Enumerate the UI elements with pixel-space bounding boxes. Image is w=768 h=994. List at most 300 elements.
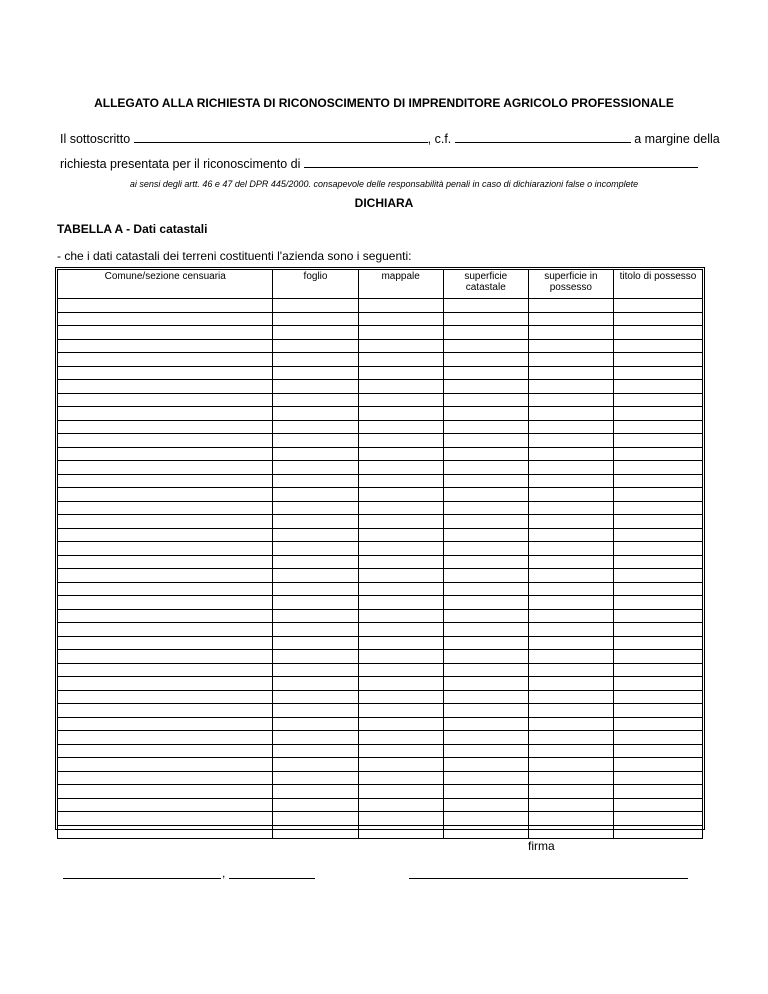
document-title: ALLEGATO ALLA RICHIESTA DI RICONOSCIMENTO DI IMPRENDITORE AGRICOLO PROFESSIONALE — [94, 96, 674, 110]
table-cell[interactable] — [58, 596, 273, 610]
table-cell[interactable] — [528, 366, 613, 380]
sottoscritto-label: Il sottoscritto — [60, 132, 131, 146]
table-cell[interactable] — [358, 434, 443, 448]
table-cell[interactable] — [58, 474, 273, 488]
table-cell[interactable] — [273, 636, 358, 650]
table-cell[interactable] — [273, 434, 358, 448]
table-cell[interactable] — [528, 812, 613, 826]
table-cell[interactable] — [58, 339, 273, 353]
table-cell[interactable] — [273, 353, 358, 367]
table-row — [58, 339, 703, 353]
table-cell[interactable] — [358, 690, 443, 704]
table-cell[interactable] — [273, 623, 358, 637]
table-cell[interactable] — [443, 434, 528, 448]
table-row — [58, 447, 703, 461]
table-cell[interactable] — [58, 825, 273, 839]
table-cell[interactable] — [58, 434, 273, 448]
declarant-line — [60, 130, 720, 146]
table-cell[interactable] — [358, 339, 443, 353]
table-cell[interactable] — [528, 609, 613, 623]
table-cell[interactable] — [528, 542, 613, 556]
table-cell[interactable] — [58, 690, 273, 704]
table-cell[interactable] — [613, 393, 702, 407]
table-cell[interactable] — [443, 677, 528, 691]
request-label: richiesta presentata per il riconoscimento di — [60, 157, 301, 171]
table-cell[interactable] — [358, 312, 443, 326]
table-cell[interactable] — [358, 380, 443, 394]
table-cell[interactable] — [613, 569, 702, 583]
table-cell[interactable] — [528, 771, 613, 785]
table-cell[interactable] — [443, 758, 528, 772]
table-cell[interactable] — [273, 299, 358, 313]
table-cell[interactable] — [443, 380, 528, 394]
table-cell[interactable] — [613, 353, 702, 367]
table-cell[interactable] — [58, 299, 273, 313]
table-cell[interactable] — [358, 812, 443, 826]
table-cell[interactable] — [443, 461, 528, 475]
table-cell[interactable] — [358, 366, 443, 380]
table-cell[interactable] — [358, 650, 443, 664]
table-row — [58, 771, 703, 785]
table-row — [58, 299, 703, 313]
table-cell[interactable] — [58, 447, 273, 461]
table-row — [58, 488, 703, 502]
table-cell[interactable] — [443, 744, 528, 758]
table-cell[interactable] — [58, 650, 273, 664]
place-field[interactable] — [63, 878, 221, 879]
col-header-titolo-possesso: titolo di possesso — [613, 270, 702, 299]
table-cell[interactable] — [613, 434, 702, 448]
cf-label: , c.f. — [427, 132, 452, 146]
table-cell[interactable] — [528, 326, 613, 340]
table-cell[interactable] — [613, 744, 702, 758]
table-row — [58, 758, 703, 772]
table-cell[interactable] — [273, 596, 358, 610]
col-header-foglio: foglio — [273, 270, 358, 299]
table-cell[interactable] — [528, 447, 613, 461]
table-cell[interactable] — [613, 339, 702, 353]
dichiara-heading: DICHIARA — [354, 196, 414, 210]
table-cell[interactable] — [613, 623, 702, 637]
table-cell[interactable] — [273, 569, 358, 583]
table-row — [58, 677, 703, 691]
table-cell[interactable] — [528, 785, 613, 799]
table-body — [58, 299, 703, 839]
table-cell[interactable] — [528, 461, 613, 475]
table-cell[interactable] — [58, 515, 273, 529]
table-cell[interactable] — [443, 798, 528, 812]
table-cell[interactable] — [443, 596, 528, 610]
table-cell[interactable] — [528, 434, 613, 448]
table-cell[interactable] — [358, 704, 443, 718]
table-cell[interactable] — [528, 677, 613, 691]
table-cell[interactable] — [443, 569, 528, 583]
table-cell[interactable] — [528, 569, 613, 583]
table-cell[interactable] — [528, 393, 613, 407]
table-cell[interactable] — [358, 528, 443, 542]
table-cell[interactable] — [443, 609, 528, 623]
table-cell[interactable] — [273, 717, 358, 731]
table-cell[interactable] — [273, 663, 358, 677]
firma-label: firma — [528, 839, 555, 853]
table-row — [58, 555, 703, 569]
table-cell[interactable] — [443, 650, 528, 664]
table-cell[interactable] — [273, 312, 358, 326]
table-cell[interactable] — [613, 758, 702, 772]
table-cell[interactable] — [358, 542, 443, 556]
table-cell[interactable] — [273, 515, 358, 529]
table-cell[interactable] — [273, 771, 358, 785]
table-cell[interactable] — [273, 326, 358, 340]
table-row — [58, 434, 703, 448]
table-cell[interactable] — [58, 407, 273, 421]
table-cell[interactable] — [613, 447, 702, 461]
table-cell[interactable] — [58, 312, 273, 326]
table-cell[interactable] — [443, 353, 528, 367]
col-header-superficie-catastale: superficie catastale — [443, 270, 528, 299]
table-cell[interactable] — [58, 461, 273, 475]
col-header-superficie-possesso: superficie in possesso — [528, 270, 613, 299]
table-row — [58, 461, 703, 475]
table-cell[interactable] — [613, 663, 702, 677]
table-cell[interactable] — [358, 326, 443, 340]
table-cell[interactable] — [528, 528, 613, 542]
table-cell[interactable] — [358, 758, 443, 772]
table-cell[interactable] — [613, 420, 702, 434]
table-header-row — [58, 270, 703, 299]
table-cell[interactable] — [58, 501, 273, 515]
table-cell[interactable] — [58, 555, 273, 569]
table-cell[interactable] — [273, 461, 358, 475]
table-cell[interactable] — [613, 515, 702, 529]
table-cell[interactable] — [273, 609, 358, 623]
col-header-mappale: mappale — [358, 270, 443, 299]
table-cell[interactable] — [443, 636, 528, 650]
table-cell[interactable] — [613, 704, 702, 718]
table-cell[interactable] — [273, 731, 358, 745]
table-cell[interactable] — [528, 704, 613, 718]
table-cell[interactable] — [58, 717, 273, 731]
request-line — [60, 155, 710, 171]
table-cell[interactable] — [443, 555, 528, 569]
legal-note: ai sensi degli artt. 46 e 47 del DPR 445/2000. consapevole delle responsabilità penali in caso di dichiarazioni false o incomplete — [129, 179, 639, 189]
table-row — [58, 609, 703, 623]
table-cell[interactable] — [358, 582, 443, 596]
table-cell[interactable] — [358, 420, 443, 434]
table-cell[interactable] — [528, 488, 613, 502]
table-cell[interactable] — [358, 717, 443, 731]
table-cell[interactable] — [613, 299, 702, 313]
table-cell[interactable] — [358, 771, 443, 785]
table-row — [58, 798, 703, 812]
table-cell[interactable] — [273, 650, 358, 664]
table-cell[interactable] — [528, 663, 613, 677]
table-cell[interactable] — [58, 812, 273, 826]
table-cell[interactable] — [613, 488, 702, 502]
table-cell[interactable] — [358, 501, 443, 515]
table-cell[interactable] — [443, 690, 528, 704]
name-field[interactable] — [134, 130, 428, 143]
table-cell[interactable] — [273, 677, 358, 691]
table-cell[interactable] — [58, 798, 273, 812]
table-cell[interactable] — [613, 771, 702, 785]
table-cell[interactable] — [613, 609, 702, 623]
table-row — [58, 515, 703, 529]
table-cell[interactable] — [528, 339, 613, 353]
table-cell[interactable] — [358, 474, 443, 488]
table-cell[interactable] — [613, 312, 702, 326]
table-cell[interactable] — [613, 366, 702, 380]
place-date-comma: , — [222, 866, 226, 880]
table-cell[interactable] — [358, 609, 443, 623]
table-cell[interactable] — [613, 731, 702, 745]
table-cell[interactable] — [528, 515, 613, 529]
table-cell[interactable] — [358, 744, 443, 758]
table-row — [58, 420, 703, 434]
table-cell[interactable] — [58, 758, 273, 772]
table-cell[interactable] — [528, 420, 613, 434]
table-cell[interactable] — [443, 515, 528, 529]
table-cell[interactable] — [443, 474, 528, 488]
table-row — [58, 785, 703, 799]
table-cell[interactable] — [58, 731, 273, 745]
table-cell[interactable] — [58, 353, 273, 367]
table-cell[interactable] — [58, 488, 273, 502]
table-cell[interactable] — [528, 731, 613, 745]
table-cell[interactable] — [443, 825, 528, 839]
table-cell[interactable] — [58, 677, 273, 691]
cadastral-table — [57, 269, 703, 839]
table-cell[interactable] — [443, 528, 528, 542]
table-cell[interactable] — [273, 339, 358, 353]
table-cell[interactable] — [528, 623, 613, 637]
table-cell[interactable] — [443, 812, 528, 826]
table-row — [58, 663, 703, 677]
table-cell[interactable] — [273, 366, 358, 380]
table-cell[interactable] — [273, 474, 358, 488]
table-cell[interactable] — [613, 474, 702, 488]
table-cell[interactable] — [613, 542, 702, 556]
table-cell[interactable] — [58, 744, 273, 758]
table-cell[interactable] — [58, 771, 273, 785]
table-cell[interactable] — [613, 717, 702, 731]
table-cell[interactable] — [613, 812, 702, 826]
table-cell[interactable] — [443, 501, 528, 515]
table-a-intro: - che i dati catastali dei terreni costituenti l'azienda sono i seguenti: — [57, 249, 412, 263]
table-row — [58, 812, 703, 826]
table-cell[interactable] — [443, 488, 528, 502]
table-cell[interactable] — [58, 380, 273, 394]
table-cell[interactable] — [443, 299, 528, 313]
table-cell[interactable] — [528, 501, 613, 515]
table-cell[interactable] — [58, 636, 273, 650]
table-cell[interactable] — [528, 717, 613, 731]
table-cell[interactable] — [528, 744, 613, 758]
table-cell[interactable] — [358, 596, 443, 610]
table-cell[interactable] — [613, 501, 702, 515]
table-row — [58, 528, 703, 542]
table-cell[interactable] — [58, 528, 273, 542]
table-cell[interactable] — [58, 393, 273, 407]
date-field[interactable] — [229, 878, 315, 879]
table-cell[interactable] — [613, 596, 702, 610]
table-cell[interactable] — [613, 555, 702, 569]
table-cell[interactable] — [358, 623, 443, 637]
table-cell[interactable] — [443, 704, 528, 718]
table-cell[interactable] — [613, 636, 702, 650]
table-cell[interactable] — [443, 771, 528, 785]
margin-label: a margine della — [634, 132, 720, 146]
table-cell[interactable] — [443, 717, 528, 731]
table-cell[interactable] — [443, 582, 528, 596]
table-cell[interactable] — [273, 812, 358, 826]
table-cell[interactable] — [443, 407, 528, 421]
table-cell[interactable] — [58, 542, 273, 556]
table-cell[interactable] — [528, 825, 613, 839]
table-cell[interactable] — [613, 326, 702, 340]
table-cell[interactable] — [613, 785, 702, 799]
table-cell[interactable] — [273, 798, 358, 812]
table-row — [58, 731, 703, 745]
table-cell[interactable] — [443, 542, 528, 556]
table-row — [58, 353, 703, 367]
table-cell[interactable] — [58, 609, 273, 623]
table-cell[interactable] — [443, 366, 528, 380]
table-cell[interactable] — [613, 461, 702, 475]
table-cell[interactable] — [358, 569, 443, 583]
table-cell[interactable] — [528, 407, 613, 421]
table-cell[interactable] — [528, 636, 613, 650]
table-cell[interactable] — [273, 582, 358, 596]
table-row — [58, 393, 703, 407]
table-cell[interactable] — [273, 420, 358, 434]
table-cell[interactable] — [358, 636, 443, 650]
signature-field[interactable] — [409, 878, 688, 879]
table-row — [58, 569, 703, 583]
table-cell[interactable] — [273, 744, 358, 758]
table-cell[interactable] — [613, 528, 702, 542]
table-cell[interactable] — [613, 825, 702, 839]
table-cell[interactable] — [273, 393, 358, 407]
table-cell[interactable] — [58, 420, 273, 434]
table-cell[interactable] — [273, 407, 358, 421]
table-cell[interactable] — [273, 488, 358, 502]
table-row — [58, 636, 703, 650]
table-cell[interactable] — [358, 677, 443, 691]
table-cell[interactable] — [613, 677, 702, 691]
table-cell[interactable] — [613, 798, 702, 812]
table-cell[interactable] — [58, 582, 273, 596]
table-cell[interactable] — [358, 825, 443, 839]
table-row — [58, 501, 703, 515]
table-cell[interactable] — [273, 542, 358, 556]
table-a-heading: TABELLA A - Dati catastali — [57, 222, 208, 236]
table-row — [58, 704, 703, 718]
table-cell[interactable] — [358, 299, 443, 313]
table-cell[interactable] — [613, 690, 702, 704]
table-row — [58, 825, 703, 839]
table-cell[interactable] — [443, 326, 528, 340]
table-cell[interactable] — [273, 447, 358, 461]
table-row — [58, 474, 703, 488]
table-cell[interactable] — [528, 555, 613, 569]
table-cell[interactable] — [58, 569, 273, 583]
table-cell[interactable] — [358, 393, 443, 407]
table-cell[interactable] — [273, 758, 358, 772]
table-cell[interactable] — [528, 582, 613, 596]
table-cell[interactable] — [358, 461, 443, 475]
table-cell[interactable] — [358, 515, 443, 529]
table-cell[interactable] — [443, 420, 528, 434]
table-cell[interactable] — [273, 690, 358, 704]
table-cell[interactable] — [443, 663, 528, 677]
table-cell[interactable] — [613, 380, 702, 394]
table-cell[interactable] — [358, 663, 443, 677]
table-cell[interactable] — [443, 312, 528, 326]
recognition-field[interactable] — [304, 155, 698, 168]
table-cell[interactable] — [528, 690, 613, 704]
table-cell[interactable] — [58, 623, 273, 637]
table-cell[interactable] — [528, 758, 613, 772]
table-cell[interactable] — [58, 366, 273, 380]
table-cell[interactable] — [358, 447, 443, 461]
table-cell[interactable] — [443, 785, 528, 799]
table-cell[interactable] — [58, 785, 273, 799]
table-cell[interactable] — [528, 353, 613, 367]
table-cell[interactable] — [613, 582, 702, 596]
table-cell[interactable] — [443, 339, 528, 353]
table-cell[interactable] — [273, 528, 358, 542]
cf-field[interactable] — [455, 130, 631, 143]
table-cell[interactable] — [58, 326, 273, 340]
table-row — [58, 582, 703, 596]
table-cell[interactable] — [358, 798, 443, 812]
table-cell[interactable] — [443, 447, 528, 461]
table-cell[interactable] — [443, 731, 528, 745]
table-cell[interactable] — [358, 407, 443, 421]
table-cell[interactable] — [528, 596, 613, 610]
table-cell[interactable] — [443, 393, 528, 407]
table-cell[interactable] — [613, 650, 702, 664]
table-cell[interactable] — [358, 488, 443, 502]
table-cell[interactable] — [528, 474, 613, 488]
table-row — [58, 312, 703, 326]
table-cell[interactable] — [528, 299, 613, 313]
table-cell[interactable] — [273, 555, 358, 569]
table-cell[interactable] — [443, 623, 528, 637]
cadastral-table-frame — [55, 267, 705, 830]
table-row — [58, 596, 703, 610]
table-cell[interactable] — [528, 312, 613, 326]
table-cell[interactable] — [358, 785, 443, 799]
table-cell[interactable] — [58, 704, 273, 718]
table-cell[interactable] — [58, 663, 273, 677]
table-cell[interactable] — [528, 380, 613, 394]
table-cell[interactable] — [273, 785, 358, 799]
table-cell[interactable] — [358, 731, 443, 745]
table-cell[interactable] — [358, 555, 443, 569]
col-header-comune: Comune/sezione censuaria — [58, 270, 273, 299]
table-cell[interactable] — [528, 798, 613, 812]
table-cell[interactable] — [358, 353, 443, 367]
table-cell[interactable] — [613, 407, 702, 421]
table-cell[interactable] — [528, 650, 613, 664]
table-cell[interactable] — [273, 704, 358, 718]
table-cell[interactable] — [273, 501, 358, 515]
table-cell[interactable] — [273, 825, 358, 839]
table-row — [58, 650, 703, 664]
table-cell[interactable] — [273, 380, 358, 394]
